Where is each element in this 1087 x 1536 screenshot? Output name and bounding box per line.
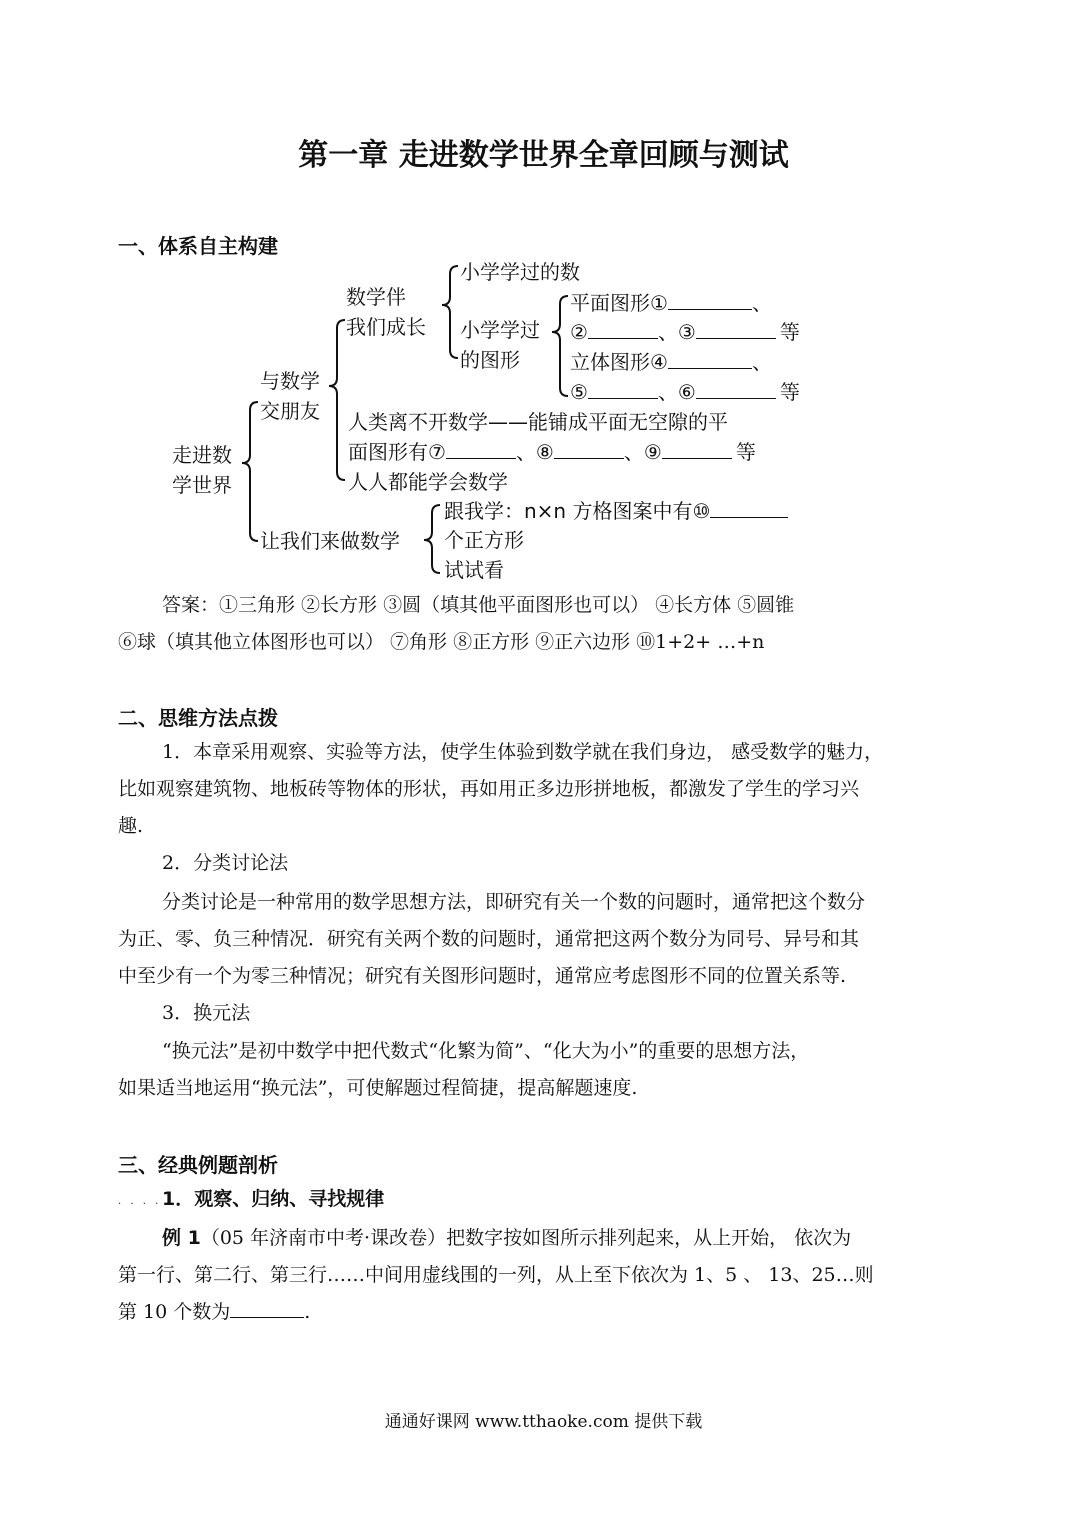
tree-solid-line1: 立体图形④ 、 bbox=[570, 350, 772, 374]
tree-human-line2: 面图形有⑦ 、⑧ 、⑨ 等 bbox=[348, 440, 756, 464]
page-title: 第一章 走进数学世界全章回顾与测试 bbox=[298, 138, 789, 173]
section-heading-2: 二、思维方法点拨 bbox=[118, 706, 278, 730]
blank-3[interactable] bbox=[696, 318, 776, 339]
subheading-bold: 1．观察、归纳、寻找规律 bbox=[162, 1188, 385, 1210]
paragraph-line: 分类讨论是一种常用的数学思想方法，即研究有关一个数的问题时，通常把这个数分 bbox=[162, 891, 866, 913]
blank-8[interactable] bbox=[554, 438, 624, 459]
paragraph-line: 如果适当地运用“换元法”，可使解题过程简捷，提高解题速度. bbox=[118, 1077, 638, 1099]
section-heading-1: 一、体系自主构建 bbox=[118, 234, 278, 258]
section-heading-3: 三、经典例题剖析 bbox=[118, 1153, 278, 1177]
tree-do-math: 让我们来做数学 bbox=[260, 529, 400, 553]
blank-6[interactable] bbox=[696, 378, 776, 399]
tree-solid-line2: ⑤ 、⑥ 等 bbox=[570, 380, 800, 404]
blank-1[interactable] bbox=[668, 289, 752, 310]
example-line-3: 第 10 个数为 . bbox=[118, 1294, 310, 1331]
tree-follow-line2: 个正方形 bbox=[444, 528, 524, 552]
blank-5[interactable] bbox=[588, 378, 658, 399]
example-line-1: 例 1（05 年济南市中考·课改卷）把数字按如图所示排列起来，从上开始， 依次为 bbox=[162, 1227, 852, 1249]
tree-follow-line1: 跟我学：n×n 方格图案中有⑩ bbox=[444, 495, 788, 524]
tree-try: 试试看 bbox=[444, 558, 504, 582]
blank-9[interactable] bbox=[662, 438, 732, 459]
paragraph-line: 比如观察建筑物、地板砖等物体的形状，再如用正多边形拼地板，都激发了学生的学习兴 bbox=[118, 778, 860, 800]
tree-plane-line2: ② 、③ 等 bbox=[570, 320, 800, 344]
answer-line-2: ⑥球（填其他立体图形也可以） ⑦角形 ⑧正方形 ⑨正六边形 ⑩1+2+ …+n bbox=[118, 631, 765, 653]
blank-7[interactable] bbox=[446, 438, 516, 459]
paragraph-line: “换元法”是初中数学中把代数式“化繁为简”、“化大为小”的重要的思想方法， bbox=[162, 1040, 810, 1062]
paragraph-line: 中至少有一个为零三种情况；研究有关图形问题时，通常应考虑图形不同的位置关系等. bbox=[118, 965, 847, 987]
answer-blank[interactable] bbox=[230, 1297, 304, 1318]
paragraph-line: 1．本章采用观察、实验等方法，使学生体验到数学就在我们身边， 感受数学的魅力， bbox=[162, 741, 884, 763]
tree-numbers: 小学学过的数 bbox=[460, 260, 580, 284]
tree-everyone: 人人都能学会数学 bbox=[348, 470, 508, 494]
tree-human-line1: 人类离不开数学——能铺成平面无空隙的平 bbox=[348, 410, 728, 434]
blank-2[interactable] bbox=[588, 318, 658, 339]
blank-10[interactable] bbox=[710, 497, 788, 518]
example-line-2: 第一行、第二行、第三行……中间用虚线围的一列，从上至下依次为 1、5 、 13、25…则 bbox=[118, 1264, 874, 1286]
dotted-leader: . . . . bbox=[118, 1196, 162, 1207]
subheading: 3．换元法 bbox=[162, 1002, 251, 1024]
tree-figures: 小学学过 的图形 bbox=[460, 318, 540, 372]
tree-grow-together: 数学伴 我们成长 bbox=[346, 285, 426, 339]
subheading: 2．分类讨论法 bbox=[162, 852, 289, 874]
tree-make-friends: 与数学 交朋友 bbox=[260, 369, 320, 423]
answer-line-1: 答案：①三角形 ②长方形 ③圆（填其他平面图形也可以） ④长方体 ⑤圆锥 bbox=[162, 594, 795, 616]
paragraph-line: 趣. bbox=[118, 815, 144, 837]
blank-4[interactable] bbox=[668, 348, 752, 369]
paragraph-line: 为正、零、负三种情况．研究有关两个数的问题时，通常把这两个数分为同号、异号和其 bbox=[118, 928, 860, 950]
tree-root: 走进数 学世界 bbox=[172, 443, 232, 497]
tree-plane-line1: 平面图形① 、 bbox=[570, 291, 772, 315]
page-footer: 通通好课网 www.tthaoke.com 提供下载 bbox=[384, 1412, 703, 1432]
